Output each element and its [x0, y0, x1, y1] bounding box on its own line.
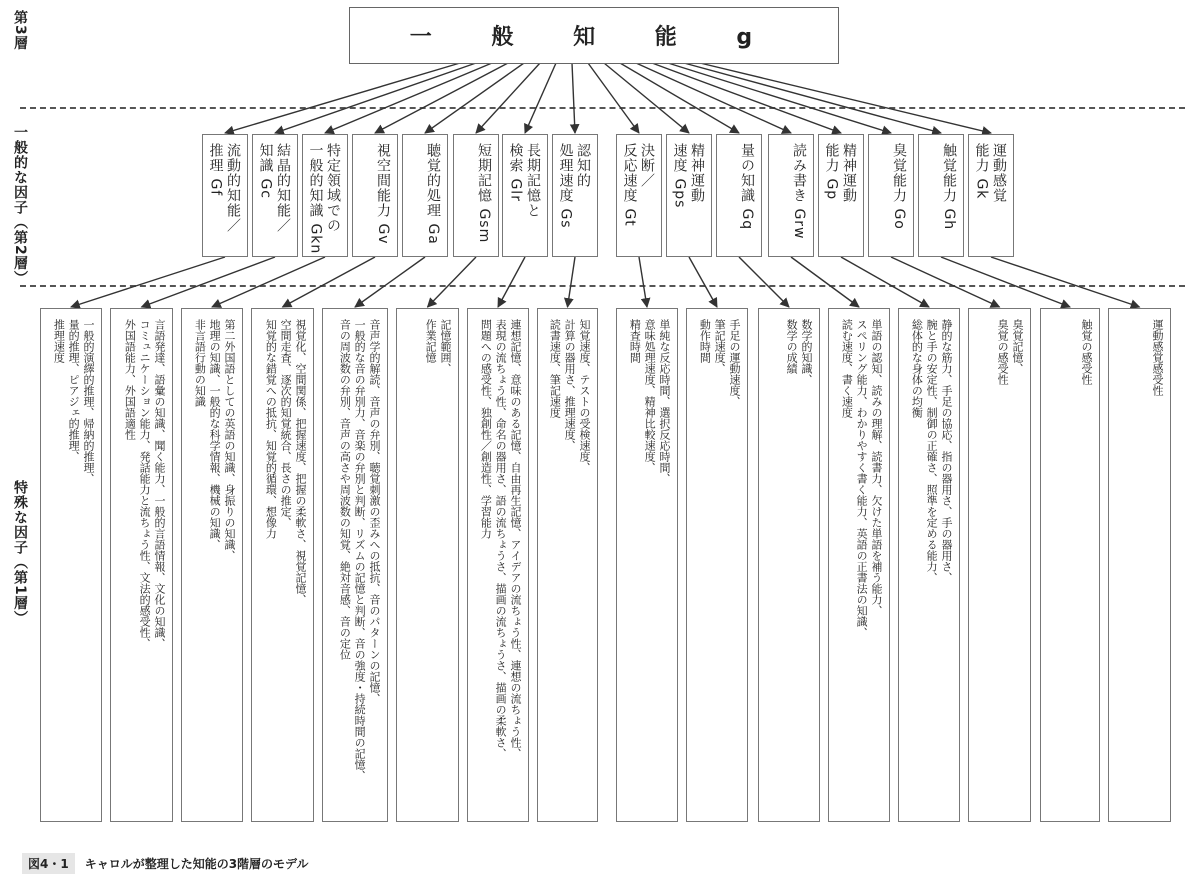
- second-layer-factor: [552, 134, 598, 257]
- general-intelligence-box: [349, 7, 839, 64]
- second-layer-factor: [666, 134, 712, 257]
- first-layer-factor: [251, 308, 314, 822]
- second-layer-factor: [302, 134, 348, 257]
- first-layer-factor: [181, 308, 243, 822]
- general-to-factor-arrow: [700, 63, 991, 133]
- factor-to-specific-arrow: [991, 257, 1140, 307]
- general-to-factor-arrow: [572, 63, 575, 133]
- second-layer-factor: [252, 134, 298, 257]
- first-layer-factor: [898, 308, 960, 822]
- general-to-factor-arrow: [425, 63, 524, 133]
- first-layer-factor-text: 触覚の感受性: [1080, 319, 1093, 385]
- first-layer-factor: [686, 308, 748, 822]
- first-layer-factor-text: 視覚化、空間関係、把握速度、把握の柔軟さ、視覚記憶、 空間走査、逐次的知覚統合、長さの推定、 知覚的な錯覚への抵抗、知覚的循環、想像力: [264, 319, 307, 605]
- general-to-factor-arrow: [375, 63, 508, 133]
- factor-to-specific-arrow: [355, 257, 425, 307]
- second-layer-factor-label: 長期記憶と 検索 Glr: [507, 143, 541, 218]
- first-layer-factor: [968, 308, 1031, 822]
- first-layer-factor-text: 単純な反応時間、選択反応時間、 意味処理速度、精神比較速度、 精査時間: [628, 319, 671, 484]
- second-layer-factor: [616, 134, 662, 257]
- general-to-factor-arrow: [668, 63, 891, 133]
- factor-to-specific-arrow: [639, 257, 647, 307]
- second-layer-factor-label: 精神運動 速度 Gps: [671, 143, 705, 209]
- first-layer-factor: [396, 308, 459, 822]
- first-layer-factor: [322, 308, 388, 822]
- second-layer-factor-label: 特定領域での 一般的知識 Gkn: [307, 143, 341, 255]
- second-layer-factor-label: 認知的 処理速度 Gs: [557, 143, 591, 229]
- figure-caption: [22, 853, 308, 874]
- second-layer-factor-label: 運動感覚 能力 Gk: [973, 143, 1007, 203]
- first-layer-factor: [828, 308, 890, 822]
- first-layer-factor-text: 一般的演繹的推理、帰納的推理、 量的推理、ピアジェ的推理、 推理速度: [52, 319, 95, 484]
- second-layer-factor-label: 短期記憶 Gsm: [476, 143, 492, 244]
- first-layer-factor: [40, 308, 102, 822]
- factor-to-specific-arrow: [791, 257, 859, 307]
- second-layer-factor-label: 聴覚的処理 Ga: [425, 143, 441, 245]
- first-layer-factor: [758, 308, 820, 822]
- first-layer-factor-text: 運動感覚感受性: [1151, 319, 1164, 396]
- first-layer-factor-text: 数学的知識、 数学の成績: [785, 319, 813, 385]
- first-layer-factor-text: 第二外国語としての英語の知識、身振りの知識、 地理の知識、一般的な科学情報、機械の知識、 非言語行動の知識: [193, 319, 236, 561]
- second-layer-factor: [202, 134, 248, 257]
- factor-to-specific-arrow: [739, 257, 789, 307]
- second-layer-factor: [352, 134, 398, 257]
- second-layer-factor-label: 触覚能力 Gh: [941, 143, 957, 231]
- first-layer-factor: [1040, 308, 1100, 822]
- first-layer-factor-text: 言語発達、語彙の知識、聞く能力、一般的言語情報、文化の知識、 コミュニケーション能力、発話能力と流ちょう性、文法的感受性、 外国語能力、外国語適性: [123, 319, 166, 649]
- second-layer-factor: [868, 134, 914, 257]
- factor-to-specific-arrow: [689, 257, 717, 307]
- general-to-factor-arrow: [588, 63, 639, 133]
- second-layer-factor-label: 量の知識 Gq: [739, 143, 755, 231]
- second-layer-factor: [968, 134, 1014, 257]
- first-layer-factor-text: 手足の運動速度、 筆記速度、 動作時間: [698, 319, 741, 407]
- second-layer-factor-label: 臭覚能力 Go: [891, 143, 907, 230]
- second-layer-factor-label: 結晶的知能／ 知識 Gc: [257, 143, 291, 233]
- factor-to-specific-arrow: [941, 257, 1070, 307]
- second-layer-factor-label: 決断／ 反応速度 Gt: [621, 143, 655, 227]
- layer-label-3: 第3層: [12, 10, 28, 51]
- second-layer-factor-label: 視空間能力 Gv: [375, 143, 391, 245]
- general-to-factor-arrow: [325, 63, 492, 133]
- factor-to-specific-arrow: [891, 257, 1000, 307]
- general-intelligence-label: 一 般 知 能 g: [409, 25, 779, 50]
- factor-to-specific-arrow: [498, 257, 525, 307]
- first-layer-factor-text: 連想記憶、意味のある記憶、自由再生記憶、アイデアの流ちょう性、連想の流ちょう性、 表現の流ちょう性、命名の器用さ、語の流ちょうさ、描画の流ちょうさ、描画の柔軟さ、 問題への感受性、独創性／創造性、学習能力: [479, 319, 522, 759]
- first-layer-factor-text: 単語の認知、読みの理解、読書力、欠けた単語を補う能力、 スペリング能力、わかりやすく書く能力、英語の正書法の知識、 読む速度、書く速度: [840, 319, 883, 638]
- factor-to-specific-arrow: [212, 257, 325, 307]
- second-layer-factor: [453, 134, 499, 257]
- first-layer-factor: [537, 308, 598, 822]
- first-layer-factor: [467, 308, 529, 822]
- layer-label-2: 一般的な因子（第2層）: [12, 125, 28, 286]
- factor-to-specific-arrow: [841, 257, 929, 307]
- general-to-factor-arrow: [225, 63, 460, 133]
- second-layer-factor: [716, 134, 762, 257]
- first-layer-factor: [110, 308, 173, 822]
- figure-number: 図4・1: [22, 853, 75, 874]
- second-layer-factor: [768, 134, 814, 257]
- general-to-factor-arrow: [636, 63, 791, 133]
- factor-to-specific-arrow: [283, 257, 376, 307]
- first-layer-factor-text: 静的な筋力、手足の協応、指の器用さ、手の器用さ、 腕と手の安定性、制御の正確さ、照準を定める能力、 総体的な身体の均衡: [910, 319, 953, 583]
- second-layer-factor: [918, 134, 964, 257]
- first-layer-factor-text: 音声学的解読、音声の弁別、聴覚刺激の歪みへの抵抗、音のパターンの記憶、 一般的な音の弁別力、音楽の弁別と判断、リズムの記憶と判断、音の強度・持続時間の記憶、 音の周波数の弁別、音声の高さや周波数の知覚、絶対音感、音の定位: [338, 319, 381, 781]
- first-layer-factor-text: 臭覚記憶、 臭覚の感受性: [996, 319, 1024, 385]
- layer-label-1: 特殊な因子（第1層）: [12, 480, 28, 626]
- factor-to-specific-arrow: [428, 257, 477, 307]
- factor-to-specific-arrow: [568, 257, 576, 307]
- second-layer-factor-label: 流動的知能／ 推理 Gf: [207, 143, 241, 233]
- first-layer-factor-text: 知覚速度、テストの受検速度、 計算の器用さ、推理速度、 読書速度、筆記速度: [548, 319, 591, 473]
- first-layer-factor-text: 記憶範囲、 作業記憶: [424, 319, 452, 374]
- first-layer-factor: [1108, 308, 1171, 822]
- figure-title: キャロルが整理した知能の3階層のモデル: [84, 857, 309, 871]
- factor-to-specific-arrow: [71, 257, 225, 307]
- factor-to-specific-arrow: [142, 257, 276, 307]
- general-to-factor-arrow: [604, 63, 689, 133]
- second-layer-factor: [402, 134, 448, 257]
- second-layer-factor: [502, 134, 548, 257]
- general-to-factor-arrow: [275, 63, 476, 133]
- first-layer-factor: [616, 308, 678, 822]
- second-layer-factor: [818, 134, 864, 257]
- second-layer-factor-label: 読み書き Grw: [791, 143, 807, 240]
- second-layer-factor-label: 精神運動 能力 Gp: [823, 143, 857, 203]
